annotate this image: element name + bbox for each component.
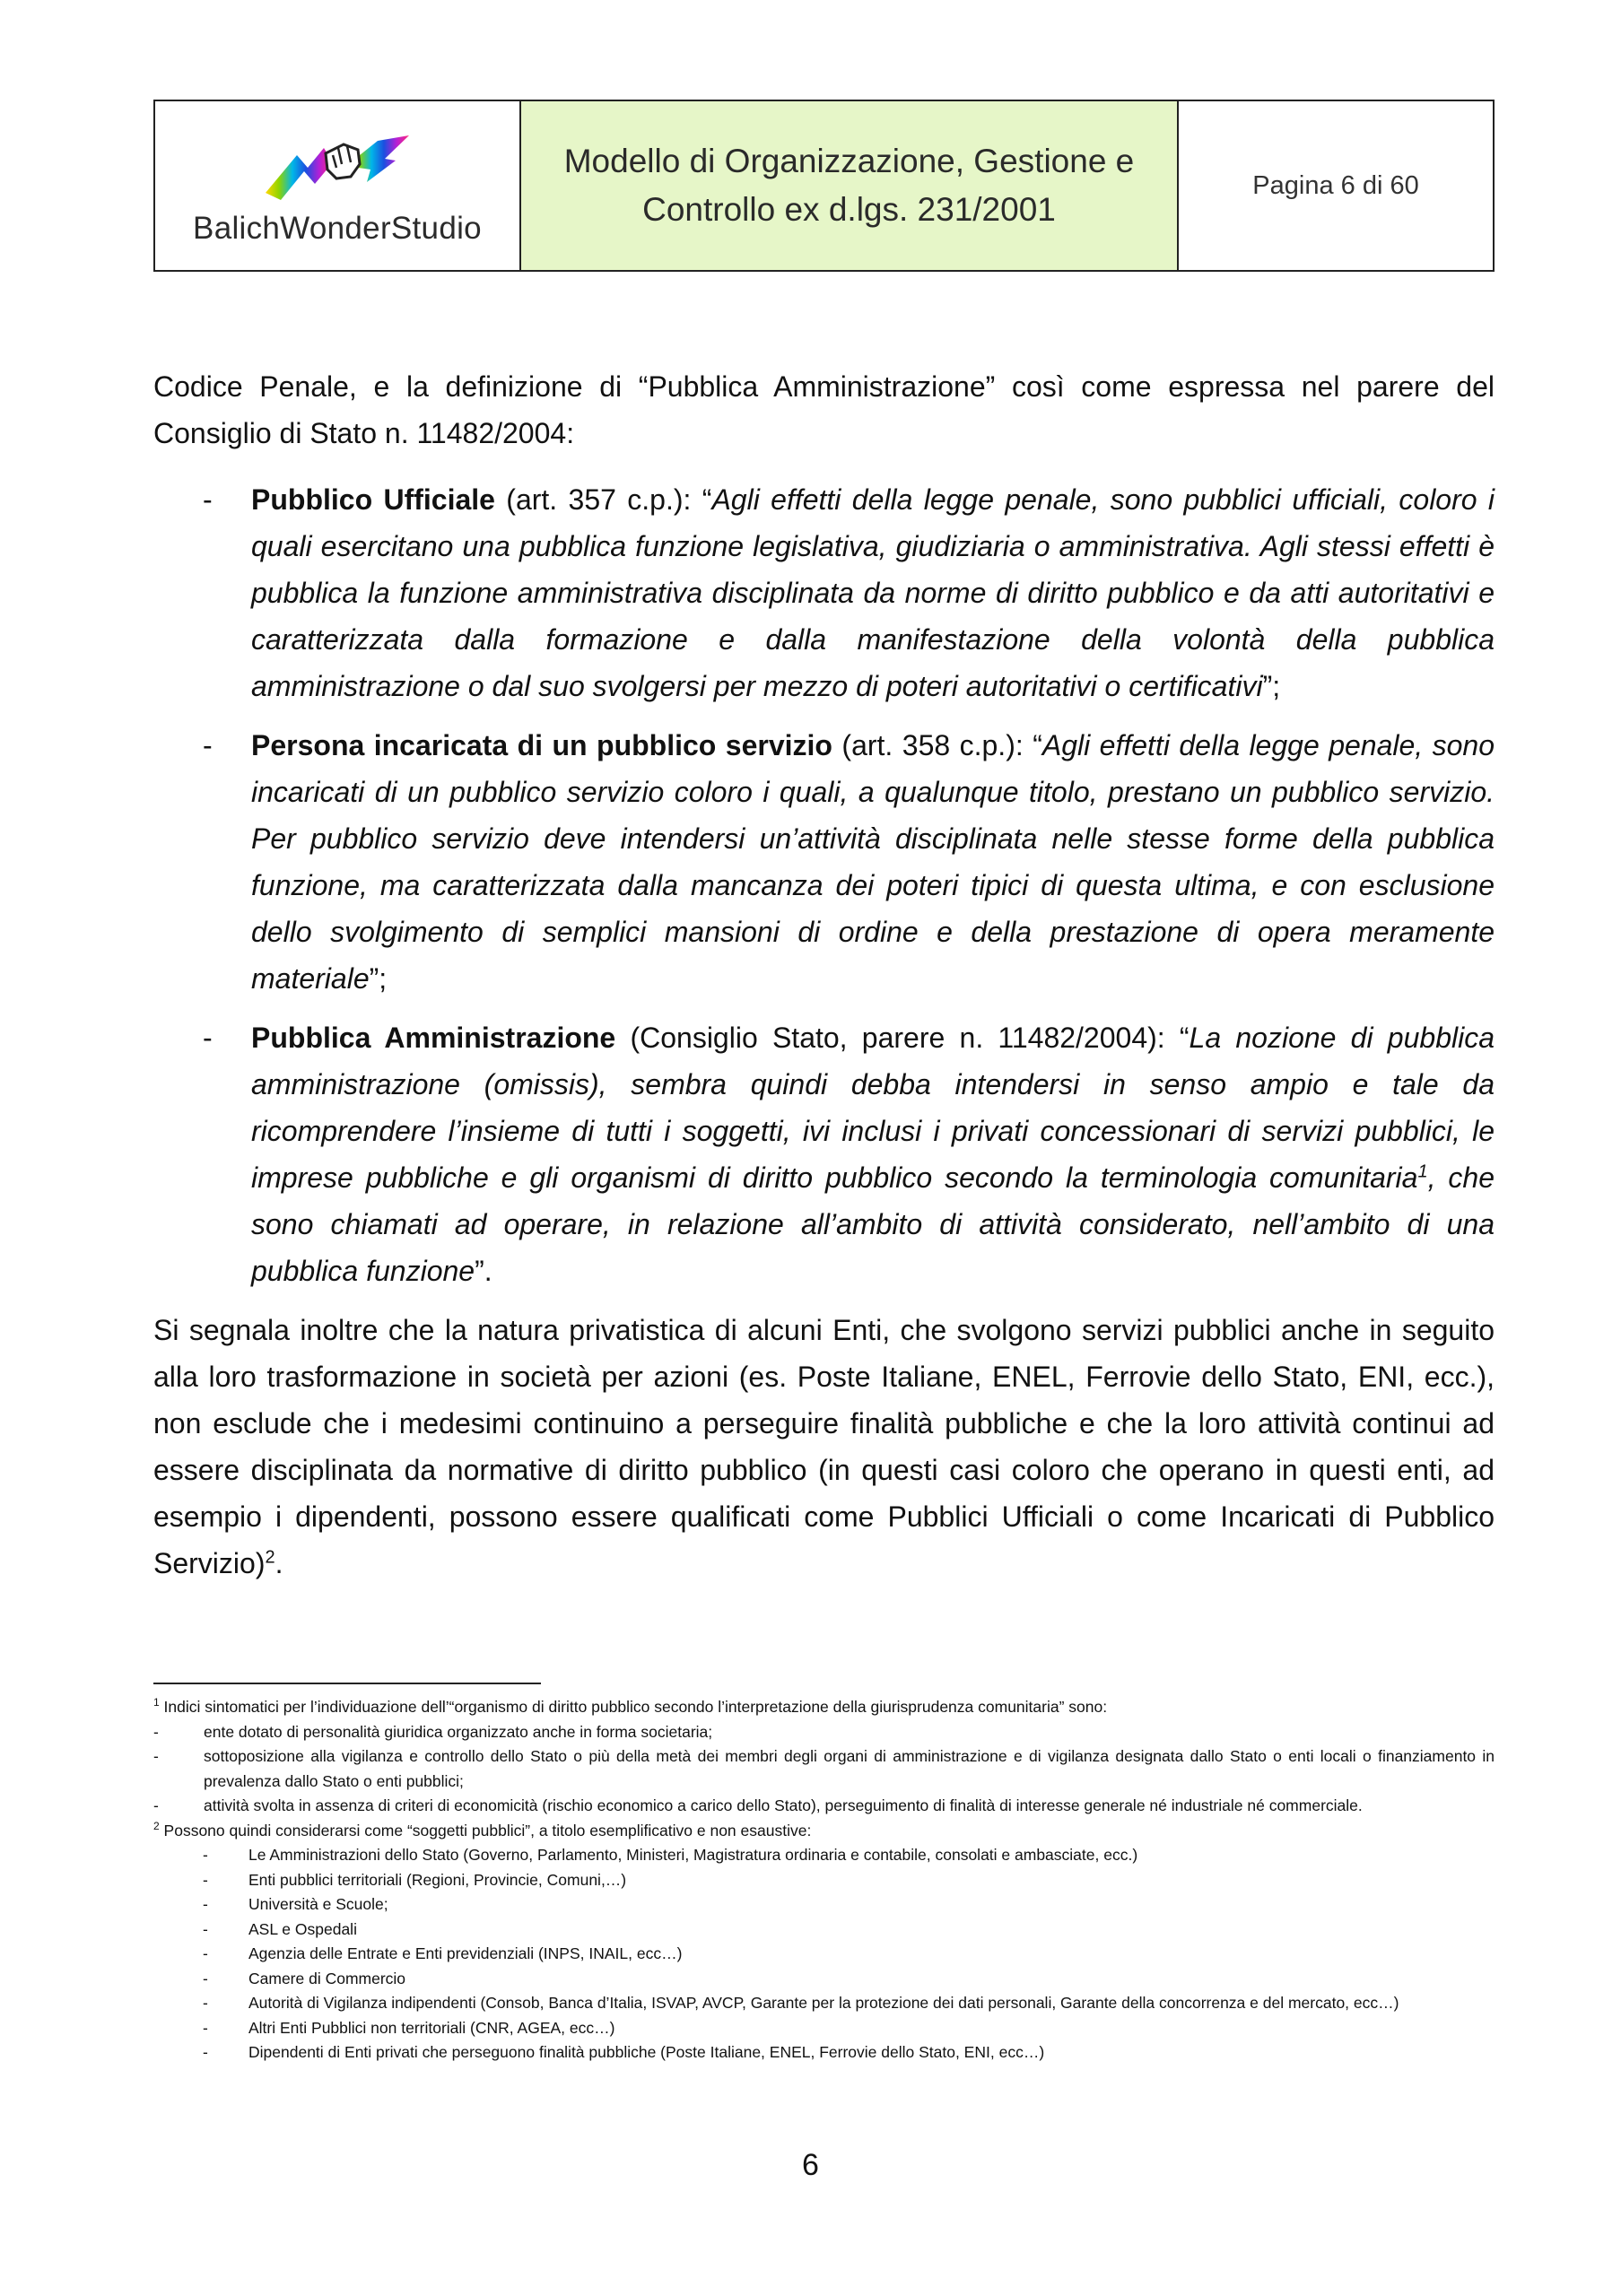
- footnote-item-text: Le Amministrazioni dello Stato (Governo, Parlamento, Ministeri, Magistratura ordinaria e contabile, consolati e ambasciate, ecc.): [248, 1846, 1138, 1864]
- closing-end: .: [275, 1547, 283, 1579]
- definition-end: ”.: [475, 1255, 492, 1287]
- definition-quote: Agli effetti della legge penale, sono pubblici ufficiali, coloro i quali esercitano una pubblica funzione legislativa, giudiziaria o amministrativa. Agli stessi effetti è pubblica la funzione amministrativa disciplinata da norme di diritto pubblico e da atti autoritativi e caratterizzata dalla formazione e dalla manifestazione della volontà della pubblica amministrazione o dal suo svolgersi per mezzo di poteri autoritativi o certificativi: [251, 483, 1495, 702]
- footnote-2-item: [153, 1843, 1495, 1868]
- list-dash: -: [153, 1796, 159, 1814]
- footnote-item-text: Autorità di Vigilanza indipendenti (Consob, Banca d’Italia, ISVAP, AVCP, Garante per la protezione dei dati personali, Garante della concorrenza e del mercato, ecc…): [248, 1994, 1399, 2012]
- definition-quote: Agli effetti della legge penale, sono incaricati di un pubblico servizio coloro i quali, a qualunque titolo, prestano un pubblico servizio. Per pubblico servizio deve intendersi un’attività disciplinata nelle stesse forme della pubblica funzione, ma caratterizzata dalla mancanza dei poteri tipici di questa ultima, e con esclusione dello svolgimento di semplici mansioni di ordine e della prestazione di opera meramente materiale: [251, 729, 1495, 995]
- footnote-1-item: [153, 1744, 1495, 1794]
- definitions-list: [153, 476, 1495, 1294]
- footnote-1: [153, 1695, 1495, 1720]
- definition-quote-continued: , che sono chiamati ad operare, in relazione all’ambito di attività considerato, nell’ambito di una pubblica funzione: [251, 1161, 1495, 1287]
- footnote-1-item: [153, 1794, 1495, 1819]
- list-dash: -: [203, 1895, 208, 1913]
- footnote-item-text: sottoposizione alla vigilanza e controllo dello Stato o più della metà dei membri degli organi di amministrazione e di vigilanza designata dallo Stato o enti locali o finanziamento in prevalenza dallo Stato o enti pubblici;: [204, 1747, 1495, 1790]
- definition-ref: (art. 357 c.p.): “: [494, 483, 712, 516]
- footnote-ref-1[interactable]: 1: [1417, 1161, 1428, 1182]
- definition-item-pubblico-ufficiale: [153, 476, 1495, 709]
- definition-end: ”;: [1262, 670, 1281, 702]
- list-dash: -: [203, 2043, 208, 2061]
- definition-quote: La nozione di pubblica amministrazione (omissis), sembra quindi debba intendersi in senso ampio e tale da ricomprendere l’insieme di tutti i soggetti, ivi inclusi i privati concessionari di servizi pubblici, le imprese pubbliche e gli organismi di diritto pubblico secondo la terminologia comunitaria: [251, 1022, 1495, 1194]
- footnote-item-text: attività svolta in assenza di criteri di economicità (rischio economico a carico dello Stato), perseguimento di finalità di interesse generale né industriale né commerciale.: [204, 1796, 1363, 1814]
- document-title-line1: Modello di Organizzazione, Gestione e: [563, 143, 1135, 179]
- definition-item-pubblica-amministrazione: [153, 1014, 1495, 1294]
- footnote-text: Indici sintomatici per l’individuazione dell’“organismo di diritto pubblico secondo l’interpretazione della giurisprudenza comunitaria” sono:: [159, 1698, 1108, 1716]
- page-number: 6: [802, 2148, 819, 2182]
- intro-paragraph: Codice Penale, e la definizione di “Pubblica Amministrazione” così come espressa nel parere del Consiglio di Stato n. 11482/2004:: [153, 370, 1495, 449]
- rainbow-hand-logo-icon: [261, 128, 414, 209]
- page-count-label: Pagina 6 di 60: [1252, 170, 1419, 200]
- document-title-cell: [521, 101, 1179, 270]
- list-dash: -: [203, 1022, 213, 1054]
- footnote-mark: 1: [153, 1696, 160, 1709]
- footnote-item-text: Enti pubblici territoriali (Regioni, Provincie, Comuni,…): [248, 1870, 627, 1889]
- list-dash: -: [203, 1919, 208, 1938]
- closing-paragraph: [153, 1307, 1495, 1587]
- list-dash: -: [203, 729, 213, 761]
- definition-term: Persona incaricata di un pubblico servizio: [251, 729, 832, 761]
- footnote-ref-2[interactable]: 2: [265, 1547, 275, 1568]
- footnote-item-text: Dipendenti di Enti privati che perseguono finalità pubbliche (Poste Italiane, ENEL, Ferrovie dello Stato, ENI, ecc…): [248, 2043, 1045, 2061]
- footnote-mark: 2: [153, 1819, 160, 1832]
- footnote-2-item: [153, 1868, 1495, 1893]
- footnote-item-text: Camere di Commercio: [248, 1969, 406, 1987]
- footnote-2-item: [153, 1967, 1495, 1992]
- definition-ref: (art. 358 c.p.): “: [832, 729, 1042, 761]
- page-header: [153, 100, 1495, 272]
- definition-ref: (Consiglio Stato, parere n. 11482/2004): “: [615, 1022, 1190, 1054]
- closing-text: Si segnala inoltre che la natura privatistica di alcuni Enti, che svolgono servizi pubblici anche in seguito alla loro trasformazione in società per azioni (es. Poste Italiane, ENEL, Ferrovie dello Stato, ENI, ecc.), non esclude che i medesimi continuino a perseguire finalità pubbliche e che la loro attività continui ad essere disciplinata da normative di diritto pubblico (in questi casi coloro che operano in questi enti, ad esempio i dipendenti, possono essere qualificati come Pubblici Ufficiali o come Incaricati di Pubblico Servizio): [153, 1314, 1495, 1579]
- footnote-item-text: ente dotato di personalità giuridica organizzato anche in forma societaria;: [204, 1722, 713, 1741]
- footnote-2-item: [153, 1892, 1495, 1918]
- footnote-separator: [153, 1683, 541, 1684]
- footnote-item-text: Altri Enti Pubblici non territoriali (CNR, AGEA, ecc…): [248, 2018, 615, 2037]
- footnotes: [153, 1695, 1495, 2066]
- list-dash: -: [203, 1846, 208, 1864]
- footnote-1-item: [153, 1720, 1495, 1745]
- footnote-2-item: [153, 1991, 1495, 2016]
- definition-term: Pubblico Ufficiale: [251, 483, 495, 516]
- footnote-2-item: [153, 1918, 1495, 1943]
- document-title-line2: Controllo ex d.lgs. 231/2001: [642, 191, 1056, 228]
- list-dash: -: [203, 1994, 208, 2012]
- page-count-cell: [1179, 101, 1493, 270]
- list-dash: -: [153, 1747, 159, 1765]
- list-dash: -: [203, 1870, 208, 1889]
- definition-term: Pubblica Amministrazione: [251, 1022, 616, 1054]
- list-dash: -: [203, 2018, 208, 2037]
- definition-item-incaricato-pubblico-servizio: [153, 722, 1495, 1002]
- logo-text: BalichWonderStudio: [193, 211, 482, 246]
- list-dash: -: [153, 1722, 159, 1741]
- list-dash: -: [203, 1969, 208, 1987]
- document-body: [153, 363, 1495, 1606]
- logo-cell: [155, 101, 521, 270]
- list-dash: -: [203, 1944, 208, 1962]
- footnote-text: Possono quindi considerarsi come “soggetti pubblici”, a titolo esemplificativo e non esaustive:: [159, 1821, 812, 1839]
- definition-end: ”;: [369, 962, 388, 995]
- footnote-item-text: Agenzia delle Entrate e Enti previdenziali (INPS, INAIL, ecc…): [248, 1944, 683, 1962]
- footnote-2-item: [153, 1942, 1495, 1967]
- list-dash: -: [203, 483, 213, 516]
- footnote-item-text: ASL e Ospedali: [248, 1919, 357, 1938]
- footnote-2-item: [153, 2040, 1495, 2066]
- footnote-2-item: [153, 2016, 1495, 2041]
- footnote-2: [153, 1819, 1495, 1844]
- footnote-item-text: Università e Scuole;: [248, 1895, 388, 1913]
